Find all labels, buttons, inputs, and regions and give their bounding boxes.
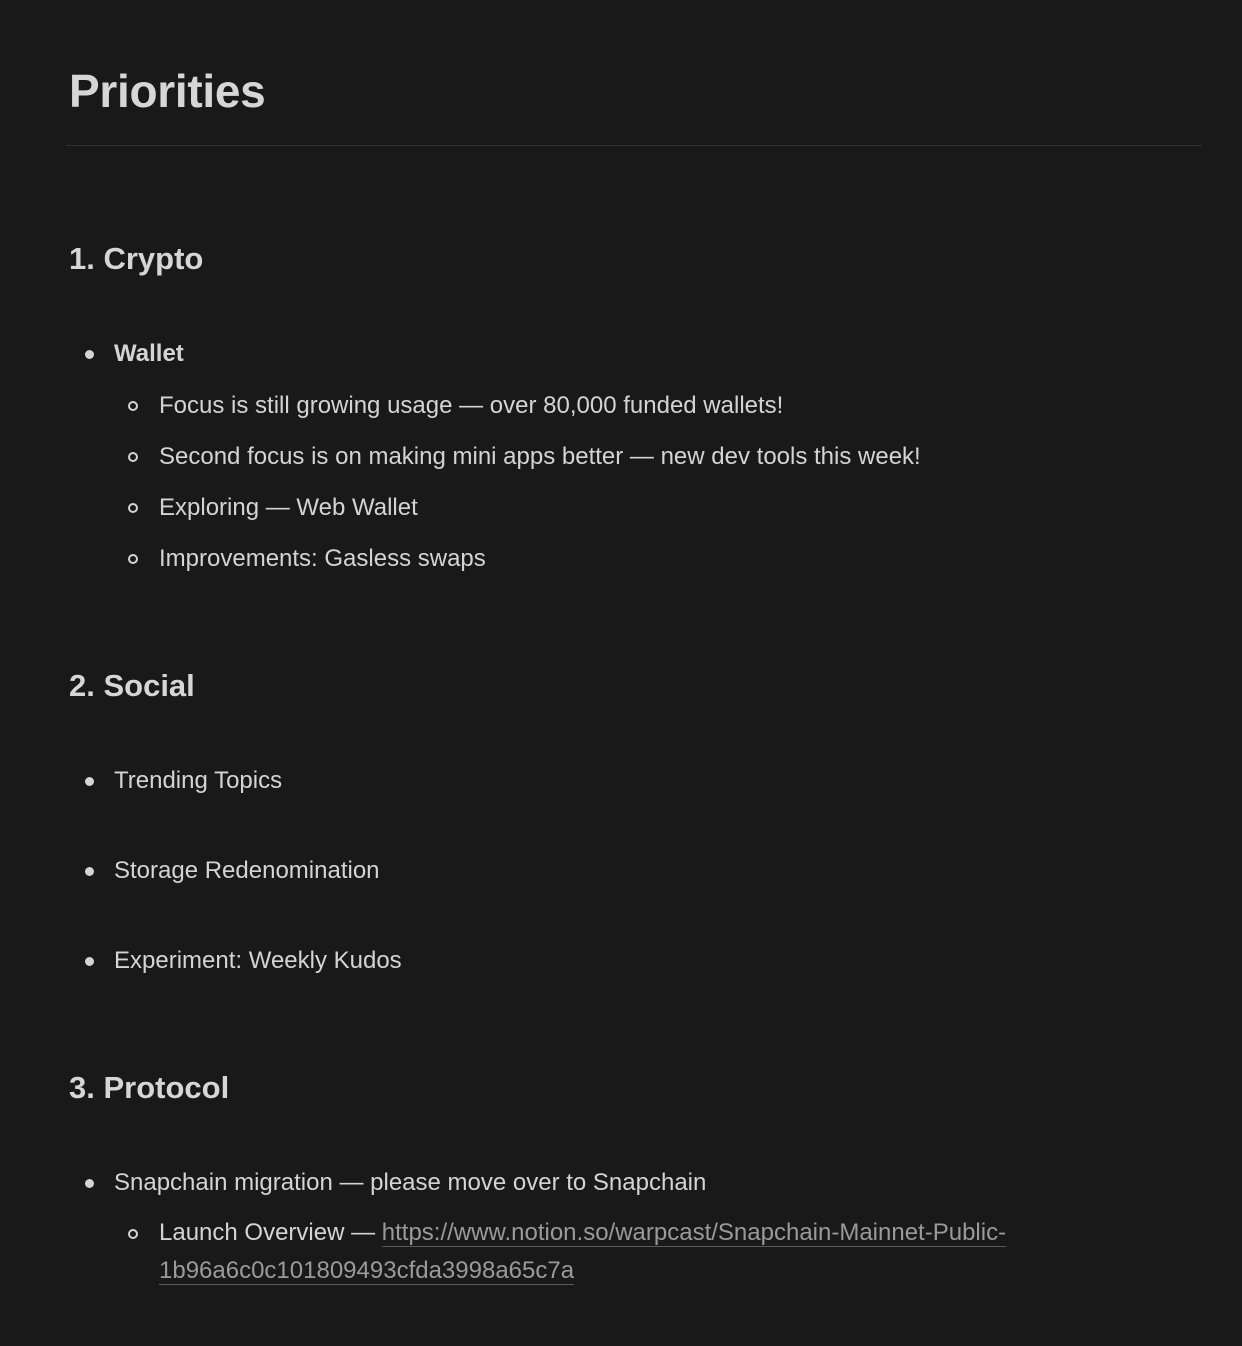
bullet-dot-icon [85,957,94,966]
list-item-trending-topics: Trending Topics [114,767,283,794]
list-item-snapchain-migration: Snapchain migration — please move over to Snapchain [114,1169,707,1196]
launch-overview-link[interactable]: https://www.notion.so/warpcast/Snapchain-Mainnet-Public- [381,1219,1007,1246]
page-title: Priorities [69,65,266,117]
list-item: Exploring — Web Wallet [159,494,418,521]
launch-overview-label: Launch Overview — [159,1219,382,1246]
section-heading-crypto: 1. Crypto [69,241,204,276]
list-item-launch-overview [159,1214,1119,1290]
bullet-dot-icon [85,1179,94,1188]
list-item: Improvements: Gasless swaps [159,545,486,572]
list-item: Focus is still growing usage — over 80,000 funded wallets! [159,392,784,419]
bullet-ring-icon [128,503,138,513]
bullet-ring-icon [128,401,138,411]
list-item-weekly-kudos: Experiment: Weekly Kudos [114,947,402,974]
title-divider [66,145,1202,146]
bullet-dot-icon [85,867,94,876]
section-heading-protocol: 3. Protocol [69,1070,230,1105]
bullet-dot-icon [85,350,94,359]
bullet-ring-icon [128,554,138,564]
list-item-storage-redenomination: Storage Redenomination [114,857,380,884]
list-item-wallet: Wallet [114,340,184,367]
bullet-ring-icon [128,1229,138,1239]
launch-overview-link-continued[interactable]: 1b96a6c0c101809493cfda3998a65c7a [159,1257,575,1284]
bullet-dot-icon [85,777,94,786]
section-heading-social: 2. Social [69,668,195,703]
list-item: Second focus is on making mini apps better — new dev tools this week! [159,443,921,470]
bullet-ring-icon [128,452,138,462]
